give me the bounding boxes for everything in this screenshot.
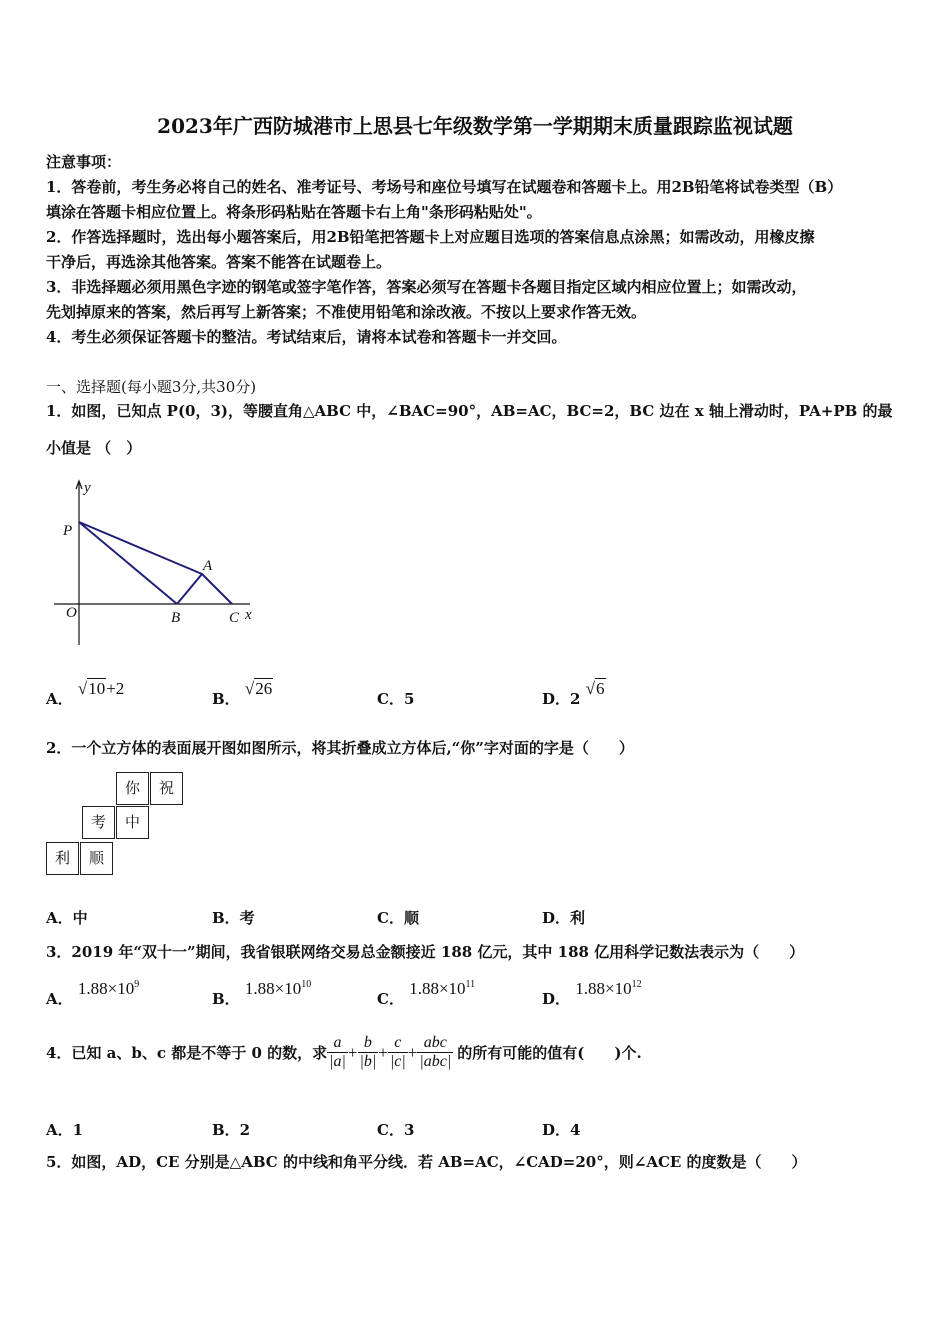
q1-option-c: C．5 [377,690,415,708]
notice-line: 4．考生必须保证答题卡的整洁。考试结束后，请将本试卷和答题卡一并交回。 [46,328,567,346]
point-a-label: A [203,558,213,574]
q4-text-suffix: 的所有可能的值有( )个. [457,1044,642,1062]
q2-option-d: D．利 [542,909,586,927]
net-cell: 考 [82,806,115,839]
q2-option-c: C．顺 [377,909,419,927]
q4-option-a: A．1 [46,1121,84,1139]
q1-text-cont: 小值是 （ ） [46,439,142,457]
q1-option-d: D．2 √6 [542,679,605,708]
notice-line: 填涂在答题卡相应位置上。将条形码粘贴在答题卡右上角"条形码粘贴处"。 [46,203,542,221]
q4-option-d: D．4 [542,1121,581,1139]
notice-line: 2．作答选择题时，选出每小题答案后，用2B铅笔把答题卡上对应题目选项的答案信息点涂黑；如需改动，用橡皮擦 [46,228,815,246]
section-heading: 一、选择题(每小题3分,共30分) [46,378,257,396]
fraction: $\frac{c}{|c|}$ [389,1034,406,1070]
origin-label: O [66,605,77,621]
q3-option-a: A． $1.88\times 10^9$ [46,979,140,1008]
q1-figure [50,475,270,650]
q5-text: 5．如图，AD，CE 分别是△ABC 的中线和角平分线．若 AB=AC，∠CAD=20°，则∠ACE 的度数是（ ） [46,1153,807,1171]
axis-y-label: y [84,480,91,496]
notice-line: 1．答卷前，考生务必将自己的姓名、准考证号、考场号和座位号填写在试题卷和答题卡上。用2B铅笔将试卷类型（B） [46,178,843,196]
notice-heading: 注意事项： [46,153,122,171]
fraction: $\frac{b}{|b|}$ [359,1034,377,1070]
q4-option-b: B．2 [212,1121,251,1139]
q3-text: 3．2019 年“双十一”期间，我省银联网络交易总金额接近 188 亿元，其中 188 亿用科学记数法表示为（ ） [46,943,805,961]
net-cell: 中 [116,806,149,839]
q3-option-b: B． $1.88\times 10^{10}$ [212,979,312,1008]
fraction: $\frac{a}{|a|}$ [329,1034,346,1070]
net-cell: 你 [116,772,149,805]
q4-text: 4．已知 a、b、c 都是不等于 0 的数，求 [46,1044,328,1062]
q1-option-b: B． √26 [212,679,273,708]
q1-text: 1．如图，已知点 P(0，3)，等腰直角△ABC 中，∠BAC=90°，AB=AC，BC=2，BC 边在 x 轴上滑动时，PA+PB 的最 [46,402,893,420]
q2-option-b: B．考 [212,909,255,927]
notice-line: 干净后，再选涂其他答案。答案不能答在试题卷上。 [46,253,392,271]
net-cell: 利 [46,842,79,875]
q4-line: 4．已知 a、b、c 都是不等于 0 的数，求 $\frac{a}{|a|}$ + $\frac{b}{|b|}$ + $\frac{c}{|c|}$ + $\frac{\text{abc}}{\text{|abc|}}$ 的所有可能的值有( )个. [46,1034,642,1070]
notice-line: 先划掉原来的答案，然后再写上新答案；不准使用铅笔和涂改液。不按以上要求作答无效。 [46,303,647,321]
q3-option-c: C． $1.88\times 10^{11}$ [377,979,476,1008]
net-cell: 顺 [80,842,113,875]
page-title: 2023年广西防城港市上思县七年级数学第一学期期末质量跟踪监视试题 [157,114,793,138]
axis-x-label: x [245,607,252,623]
fraction: $\frac{\text{abc}}{\text{|abc|}}$ [419,1034,452,1070]
q3-option-d: D． $1.88\times 10^{12}$ [542,979,642,1008]
point-c-label: C [229,610,240,626]
point-b-label: B [171,610,181,626]
notice-line: 3．非选择题必须用黑色字迹的钢笔或签字笔作答，答案必须写在答题卡各题目指定区域内相应位置上；如需改动， [46,278,807,296]
q4-option-c: C．3 [377,1121,415,1139]
q1-option-a: A． √10+2 [46,679,125,708]
q2-text: 2．一个立方体的表面展开图如图所示，将其折叠成立方体后,“你”字对面的字是（ ） [46,739,634,757]
net-cell: 祝 [150,772,183,805]
point-p-label: P [63,523,73,539]
q2-option-a: A．中 [46,909,88,927]
